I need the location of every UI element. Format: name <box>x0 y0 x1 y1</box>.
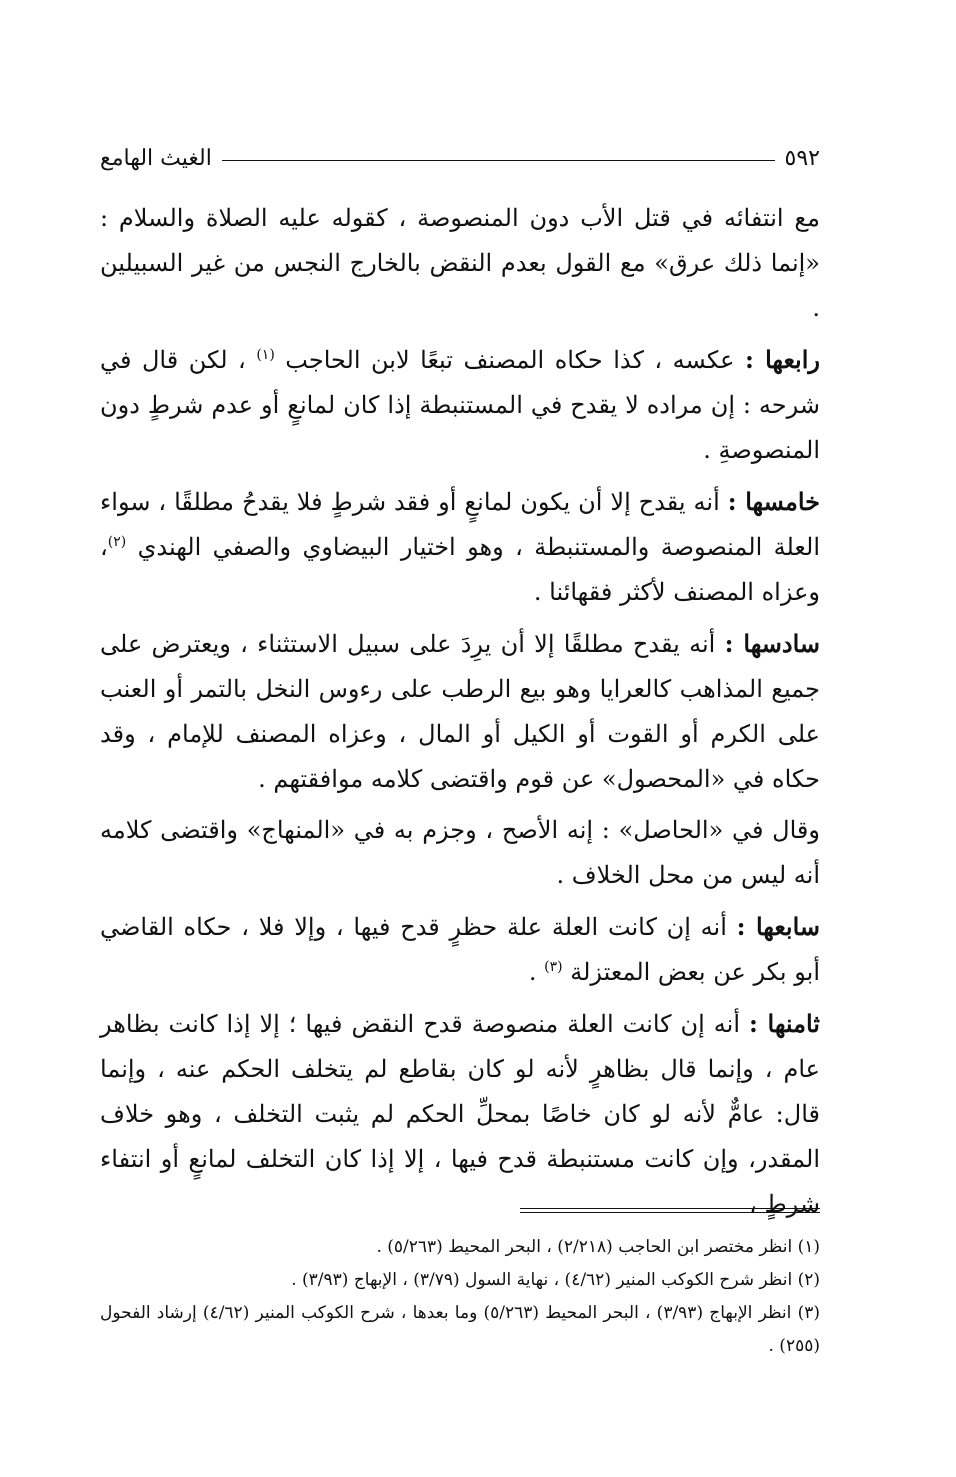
paragraph-5 <box>100 808 820 898</box>
paragraph-6 <box>100 904 820 995</box>
paragraph-text: عكسه ، كذا حكاه المصنف تبعًا لابن الحاجب <box>285 346 746 374</box>
book-title: الغيث الهامع <box>100 145 212 171</box>
paragraph-7 <box>100 1001 820 1227</box>
paragraph-text-after: ، وعزاه المصنف لأكثر فقهائنا . <box>100 533 820 606</box>
running-header <box>100 136 820 180</box>
footnote-2: (٢) انظر شرح الكوكب المنير (٤/٦٢) ، نهاية السول (٣/٧٩) ، الإبهاج (٣/٩٣) . <box>291 1270 820 1290</box>
paragraph-2 <box>100 337 820 473</box>
main-text <box>100 196 820 1227</box>
footnote-ref: (٢) <box>107 534 127 550</box>
paragraph-4 <box>100 621 820 802</box>
footnote-1: (١) انظر مختصر ابن الحاجب (٢/٢١٨) ، البحر المحيط (٥/٢٦٣) . <box>376 1237 820 1257</box>
paragraph-lead: رابعها : <box>745 345 820 374</box>
paragraph-text-after: ، لكن قال في شرحه : إن مراده لا يقدح في المستنبطة إذا كان لمانعٍ أو عدم شرطٍ دون المنصوصةِ . <box>100 346 820 464</box>
paragraph-3 <box>100 479 820 615</box>
paragraph-text: أنه إن كانت العلة منصوصة قدح النقض فيها ؛ إلا إذا كانت بظاهر عام ، وإنما قال بظاهرٍ لأنه لو كان بقاطع لم يتخلف الحكم عنه ، وإنما قال: عامٌّ لأنه لو كان خاصًا بمحلِّ الحكم لم يثبت التخلف ، وهو خلاف المقدر، وإن كانت مستنبطة قدح فيها ، إلا إذا كان التخلف لمانعٍ أو انتفاء شرطٍ ، <box>100 1010 820 1218</box>
page-content <box>100 136 820 1233</box>
paragraph-text: مع انتفائه في قتل الأب دون المنصوصة ، كقوله عليه الصلاة والسلام : «إنما ذلك عرق» مع القول بعدم النقض بالخارج النجس من غير السبيلين . <box>100 204 820 322</box>
page-number: ٥٩٢ <box>784 145 820 171</box>
paragraph-text-after: . <box>528 958 545 986</box>
paragraph-text: أنه يقدح مطلقًا إلا أن يرِدَ على سبيل الاستثناء ، ويعترض على جميع المذاهب كالعرايا وهو بيع الرطب على رءوس النخل بالتمر أو العنب على الكرم أو القوت أو الكيل أو المال ، وعزاه المصنف للإمام ، وقد حكاه في «المحصول» عن قوم واقتضى كلامه موافقتهم . <box>100 630 820 793</box>
paragraph-1 <box>100 196 820 331</box>
paragraph-text: أنه إن كانت العلة علة حظرٍ قدح فيها ، وإلا فلا ، حكاه القاضي أبو بكر عن بعض المعتزلة <box>100 913 820 986</box>
footnote-3: (٣) انظر الإبهاج (٣/٩٣) ، البحر المحيط (٥/٢٦٣) وما بعدها ، شرح الكوكب المنير (٤/٦٢) إرشاد الفحول (٢٥٥) . <box>100 1303 820 1356</box>
footnote-ref: (٣) <box>544 959 563 975</box>
paragraph-text: وقال في «الحاصل» : إنه الأصح ، وجزم به في «المنهاج» واقتضى كلامه أنه ليس من محل الخلاف . <box>100 816 820 889</box>
footnote-ref: (١) <box>256 347 275 363</box>
paragraph-lead: خامسها : <box>727 487 820 516</box>
footnotes <box>100 1208 820 1363</box>
paragraph-lead: سادسها : <box>724 629 820 658</box>
header-rule <box>222 160 775 161</box>
paragraph-lead: سابعها : <box>736 912 820 941</box>
paragraph-text: أنه يقدح إلا أن يكون لمانعٍ أو فقد شرطٍ فلا يقدحُ مطلقًا ، سواء العلة المنصوصة والمستنبطة ، وهو اختيار البيضاوي والصفي الهندي <box>100 488 820 561</box>
paragraph-lead: ثامنها : <box>748 1009 820 1038</box>
footnote-separator <box>520 1208 820 1213</box>
